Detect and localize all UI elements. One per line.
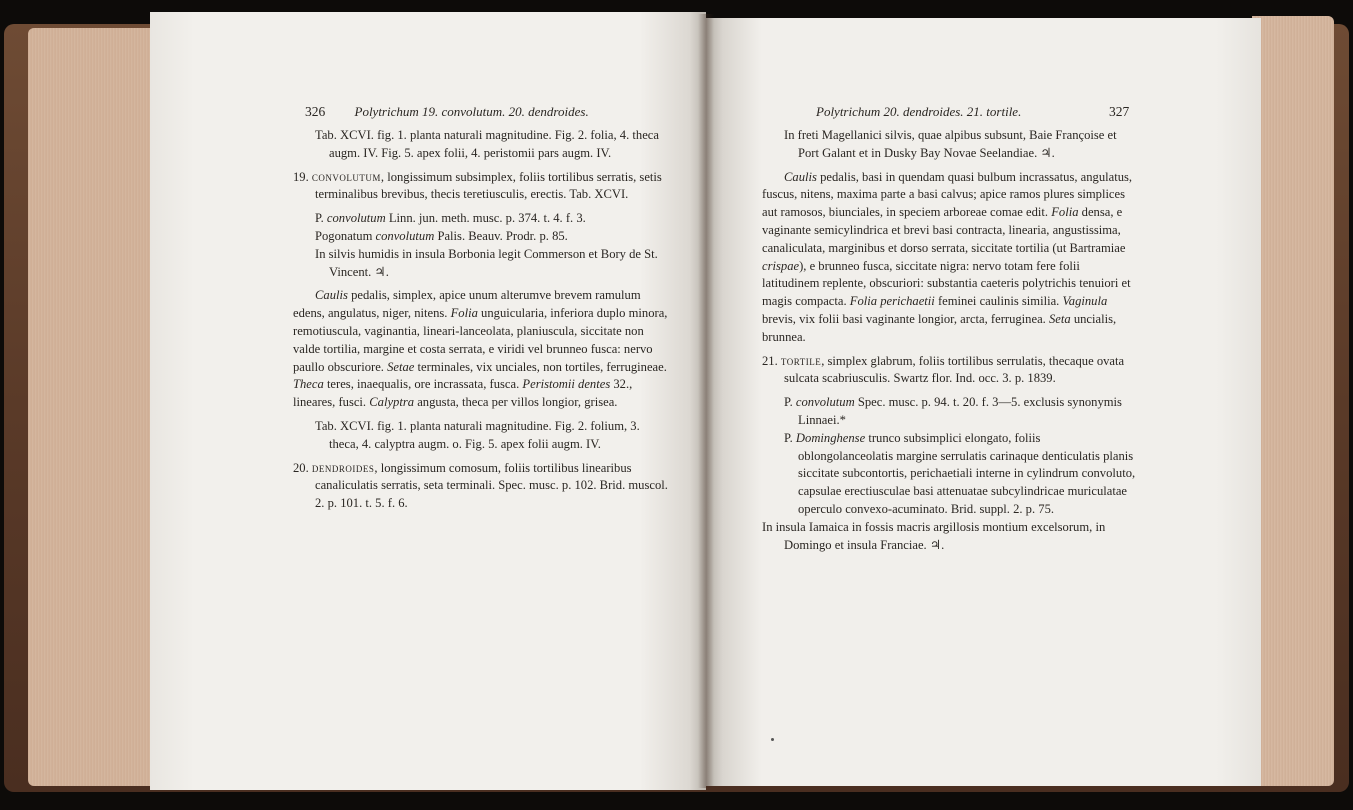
synonym: P. convolutum Linn. jun. meth. musc. p. 374. t. 4. f. 3. (315, 211, 586, 226)
left-page (150, 12, 706, 790)
right-page (706, 18, 1261, 786)
right-head-title: Polytrichum 20. dendroides. 21. tortile. (816, 104, 1022, 119)
description-paragraph: Caulis pedalis, basi in quendam quasi bulbum incrassatus, angulatus, fuscus, nitens, maxima parte a basi calvus; apice ramos plures simplices aut ramosos, biunciales, in speciem arboreae comae edit. Folia densa, e vaginante semicylindrica et brevi basi contracta, linearia, angustissima, canaliculata, marginibus et dorso serrata, siccitate tortilia (ut Bartramiae crispae), e brunneo fusca, siccitate nigra: nervo totam fere folii latitudinem replente, obscuriori: substantia caeteris polytrichis tenuiori et magis compacta. Folia perichaetii feminei caulinis similia. Vaginula brevis, vix folii basi vaginante longior, arcta, ferruginea. Seta uncialis, brunnea. (762, 169, 1133, 344)
book-gutter (698, 14, 714, 788)
right-page-number: 327 (1109, 104, 1130, 119)
left-head-title: Polytrichum 19. convolutum. 20. dendroides. (354, 104, 589, 119)
figure-caption: Tab. XCVI. fig. 1. planta naturali magnitudine. Fig. 2. folium, 3. theca, 4. calyptra augm. o. Fig. 5. apex folii augm. IV. (315, 418, 640, 451)
synonym: Pogonatum convolutum Palis. Beauv. Prodr. p. 85. (315, 228, 568, 243)
left-running-head (305, 104, 635, 120)
page-speck (771, 738, 774, 741)
species-entry: 20. dendroides, longissimum comosum, foliis tortilibus linearibus canaliculatis serratis, seta terminali. Spec. musc. p. 102. Brid. muscol. 2. p. 101. t. 5. f. 6. (293, 460, 668, 511)
habitat: In freti Magellanici silvis, quae alpibus subsunt, Baie Françoise et Port Galant et in Dusky Bay Novae Seelandiae. ♃. (784, 128, 1117, 160)
synonym: P. Dominghense trunco subsimplici elongato, foliis oblongolanceolatis margine serrulatis carinaque denticulatis planis siccitate subcontortis, perichaetiali interne in cylindrum convoluto, capsulae erectiusculae basi attenuatae subcylindricae muriculatae operculo convexo-acuminato. Brid. suppl. 2. p. 75. (784, 430, 1136, 516)
species-entry: 19. convolutum, longissimum subsimplex, foliis tortilibus serratis, setis terminalibus brevibus, thecis teretiusculis, erectis. Tab. XCVI. (293, 169, 662, 202)
right-text-body (762, 127, 1136, 554)
figure-caption: Tab. XCVI. fig. 1. planta naturali magnitudine. Fig. 2. folia, 4. theca augm. IV. Fig. 5. apex folii, 4. peristomii pars augm. IV. (315, 128, 659, 160)
description-paragraph: Caulis pedalis, simplex, apice unum alterumve brevem ramulum edens, angulatus, niger, nitens. Folia unguicularia, inferiora duplo minora, remotiuscula, vaginantia, lineari-lanceolata, planiuscula, siccitate non valde tortilia, margine et costa serrata, e viridi vel brunneo fusca: nervo paullo obscuriore. Setae terminales, vix unciales, non tortiles, ferrugineae. Theca teres, inaequalis, ore incrassata, fusca. Peristomii dentes 32., lineares, fusci. Calyptra angusta, theca per villos longior, grisea. (293, 288, 668, 410)
synonym: P. convolutum Spec. musc. p. 94. t. 20. f. 3—5. exclusis synonymis Linnaei.* (784, 395, 1122, 427)
right-page-edges (1252, 16, 1334, 786)
left-page-edges (28, 28, 158, 786)
habitat: In insula Iamaica in fossis macris argillosis montium excelsorum, in Domingo et insula Franciae. ♃. (762, 519, 1106, 552)
habitat: In silvis humidis in insula Borbonia legit Commerson et Bory de St. Vincent. ♃. (315, 246, 658, 279)
left-page-number: 326 (305, 104, 326, 119)
right-running-head (816, 104, 1136, 120)
species-entry: 21. tortile, simplex glabrum, foliis tortilibus serrulatis, thecaque ovata sulcata scabriusculis. Swartz flor. Ind. occ. 3. p. 1839. (762, 353, 1125, 386)
left-text-body (293, 127, 671, 513)
